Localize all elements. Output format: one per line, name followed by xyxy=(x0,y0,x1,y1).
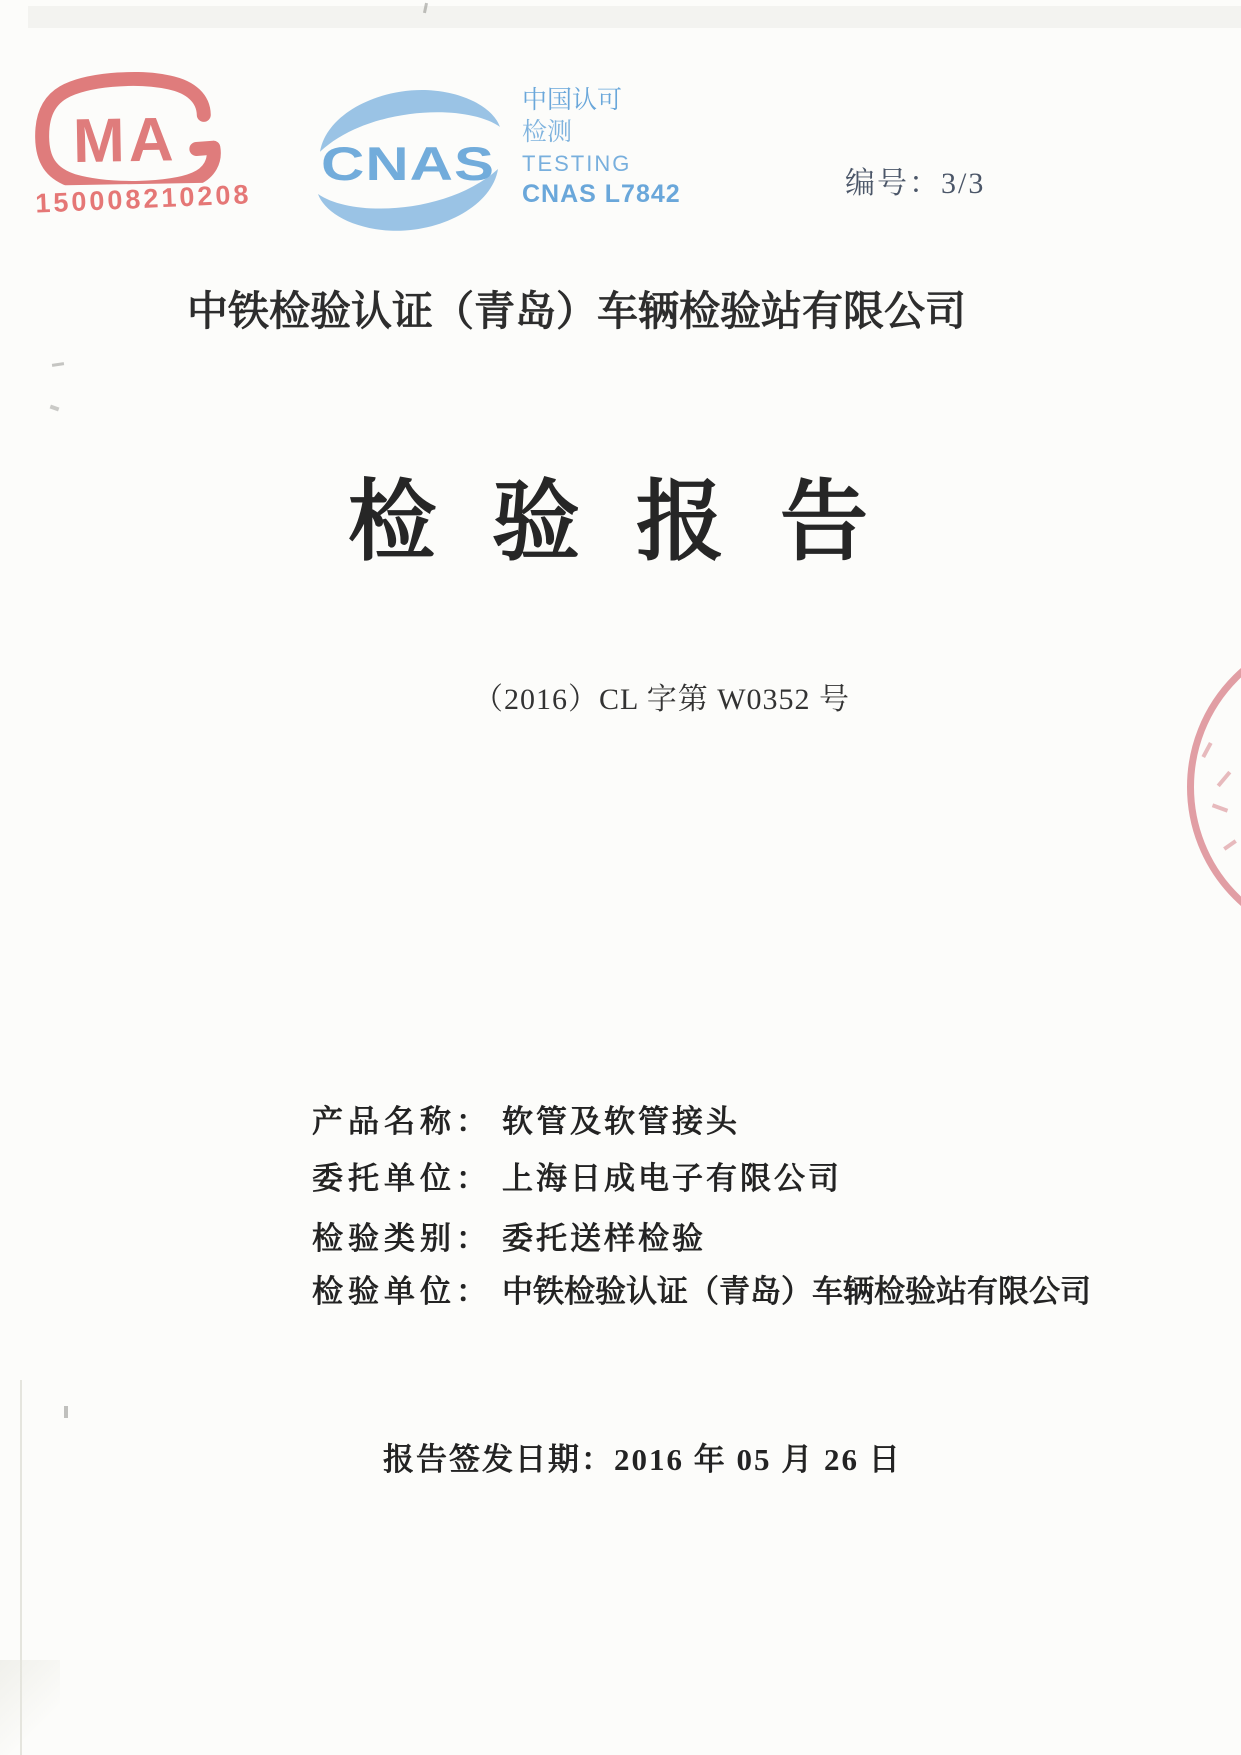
field-value: 软管及软管接头 xyxy=(502,1104,740,1139)
issue-date-label: 报告签发日期： xyxy=(383,1442,614,1477)
field-row-inspection-type xyxy=(312,1213,706,1258)
report-title: 检验报告 xyxy=(348,472,925,571)
serial-label: 编号： xyxy=(845,167,941,200)
cma-logo-icon xyxy=(27,70,229,185)
cma-stamp xyxy=(27,70,252,219)
scan-artifact xyxy=(0,1660,60,1755)
field-value: 中铁检验认证（青岛）车辆检验站有限公司 xyxy=(502,1274,1091,1309)
field-row-product-name xyxy=(312,1096,740,1141)
scan-artifact xyxy=(50,405,60,412)
field-label: 检验类别： xyxy=(312,1221,492,1256)
scan-artifact xyxy=(28,6,1241,28)
cnas-logo-icon xyxy=(306,80,511,240)
cnas-line-license: CNAS L7842 xyxy=(522,180,681,208)
cnas-line-accreditation: 中国认可 xyxy=(522,86,623,114)
field-value: 委托送样检验 xyxy=(502,1221,706,1256)
cnas-letters: CNAS xyxy=(321,138,495,191)
issue-date-value: 2016 年 05 月 26 日 xyxy=(614,1442,902,1477)
report-code: （2016）CL 字第 W0352 号 xyxy=(473,683,851,716)
field-label: 检验单位： xyxy=(312,1274,492,1309)
field-value: 上海日成电子有限公司 xyxy=(502,1161,842,1196)
field-row-client xyxy=(312,1153,842,1198)
issue-date xyxy=(383,1434,902,1479)
scan-artifact xyxy=(52,362,64,367)
red-seal-icon xyxy=(1187,629,1241,945)
field-row-inspection-unit xyxy=(312,1266,1091,1311)
serial-number xyxy=(845,158,985,202)
field-label: 产品名称： xyxy=(312,1104,492,1139)
cnas-line-testing-en: TESTING xyxy=(522,151,632,176)
cnas-text-block xyxy=(522,84,681,210)
serial-value: 3/3 xyxy=(941,167,986,200)
cma-certificate-number: 150008210208 xyxy=(34,179,252,219)
field-label: 委托单位： xyxy=(312,1161,492,1196)
scan-artifact xyxy=(64,1406,68,1418)
company-name: 中铁检验认证（青岛）车辆检验站有限公司 xyxy=(187,288,966,334)
cma-letters: MA xyxy=(72,105,179,177)
cnas-line-testing-cn: 检测 xyxy=(522,118,573,146)
